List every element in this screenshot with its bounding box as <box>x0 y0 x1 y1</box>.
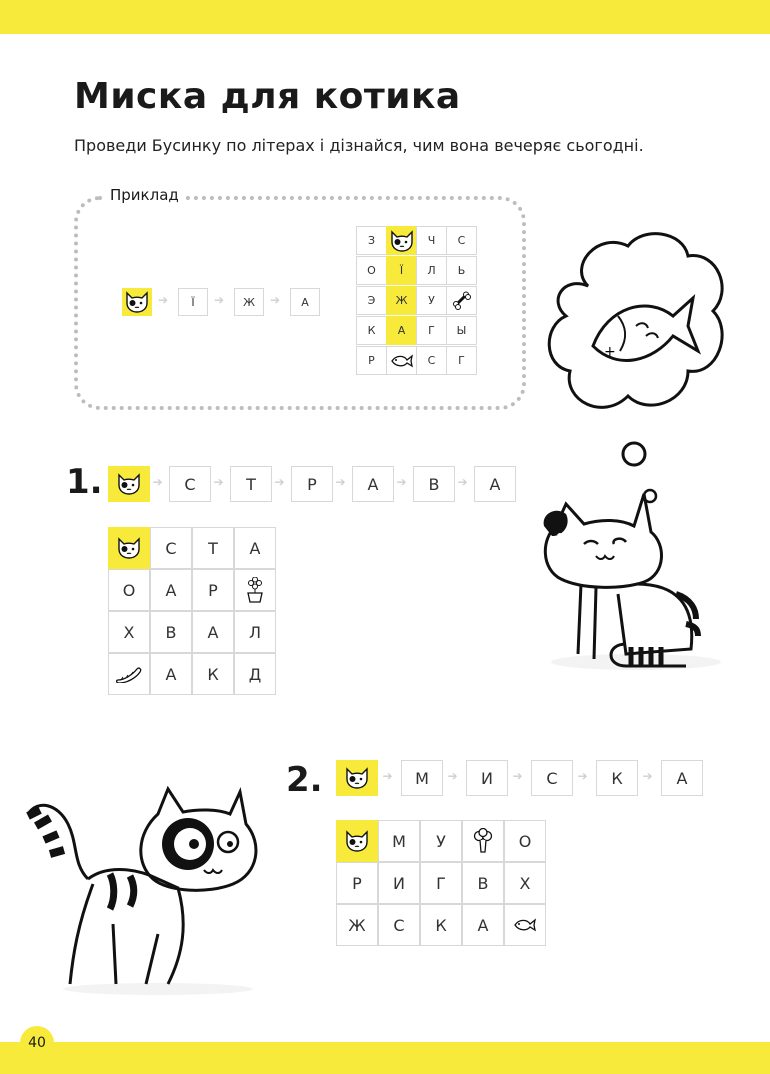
flower-pot-icon <box>234 569 276 611</box>
grid-letter: Э <box>356 286 387 315</box>
broccoli-icon <box>462 820 504 862</box>
grid-letter: Л <box>234 611 276 653</box>
grid-letter: О <box>108 569 150 611</box>
chain-arrow: ➔ <box>512 769 523 783</box>
chain-arrow: ➔ <box>457 475 468 489</box>
grid-letter: Х <box>504 862 546 904</box>
grid-letter: Г <box>416 316 447 345</box>
grid-letter: Д <box>234 653 276 695</box>
chain-letter: Р <box>291 466 333 502</box>
grid-letter: А <box>234 527 276 569</box>
grid-letter: Р <box>336 862 378 904</box>
winking-cat-illustration <box>526 484 726 674</box>
fish-icon <box>386 346 417 375</box>
grid-letter: А <box>192 611 234 653</box>
big-eyed-cat-illustration <box>18 784 268 994</box>
chain-letter: С <box>169 466 211 502</box>
cat-face-icon <box>108 527 150 569</box>
chain-arrow: ➔ <box>642 769 653 783</box>
chain-letter: С <box>531 760 573 796</box>
grid-letter: С <box>416 346 447 375</box>
grid-letter: С <box>378 904 420 946</box>
chain-arrow: ➔ <box>274 475 285 489</box>
fish-icon <box>504 904 546 946</box>
grid-letter: Ї <box>386 256 417 285</box>
grid-letter: У <box>416 286 447 315</box>
grid-letter: Р <box>356 346 387 375</box>
grid-letter: С <box>150 527 192 569</box>
page-number: 40 <box>20 1026 54 1060</box>
chain-letter: Ж <box>234 288 264 316</box>
sausage-icon <box>108 653 150 695</box>
grid-letter: Х <box>108 611 150 653</box>
cat-face-icon <box>108 466 150 502</box>
grid-letter: У <box>420 820 462 862</box>
chain-arrow: ➔ <box>335 475 346 489</box>
chain-arrow: ➔ <box>158 293 169 307</box>
task1-number: 1. <box>66 462 103 502</box>
task2-number: 2. <box>286 760 323 800</box>
grid-letter: М <box>378 820 420 862</box>
grid-letter: Ч <box>416 226 447 255</box>
chain-letter: М <box>401 760 443 796</box>
grid-letter: К <box>420 904 462 946</box>
grid-letter: А <box>150 653 192 695</box>
chain-arrow: ➔ <box>152 475 163 489</box>
bottom-yellow-band <box>0 1042 770 1074</box>
chain-arrow: ➔ <box>270 293 281 307</box>
svg-text:+: + <box>604 344 616 360</box>
grid-letter: О <box>504 820 546 862</box>
grid-letter: З <box>356 226 387 255</box>
grid-letter: Г <box>420 862 462 904</box>
top-yellow-band <box>0 0 770 34</box>
chain-letter: Т <box>230 466 272 502</box>
chain-letter: А <box>661 760 703 796</box>
cat-face-icon <box>336 760 378 796</box>
chain-arrow: ➔ <box>213 475 224 489</box>
grid-letter: К <box>356 316 387 345</box>
chain-letter: А <box>352 466 394 502</box>
grid-letter: А <box>150 569 192 611</box>
chain-letter: И <box>466 760 508 796</box>
chain-letter: А <box>474 466 516 502</box>
grid-letter: Т <box>192 527 234 569</box>
chain-arrow: ➔ <box>447 769 458 783</box>
grid-letter: С <box>446 226 477 255</box>
chain-letter: В <box>413 466 455 502</box>
grid-letter: Ы <box>446 316 477 345</box>
cat-face-icon <box>122 288 152 316</box>
grid-letter: И <box>378 862 420 904</box>
chain-letter: А <box>290 288 320 316</box>
grid-letter: О <box>356 256 387 285</box>
grid-letter: Л <box>416 256 447 285</box>
grid-letter: В <box>462 862 504 904</box>
grid-letter: Ж <box>336 904 378 946</box>
grid-letter: К <box>192 653 234 695</box>
chain-arrow: ➔ <box>214 293 225 307</box>
chain-arrow: ➔ <box>396 475 407 489</box>
grid-letter: А <box>386 316 417 345</box>
cat-face-icon <box>336 820 378 862</box>
example-label: Приклад <box>104 186 185 204</box>
page-subtitle: Проведи Бусинку по літерах і дізнайся, чим вона вечеряє сьогодні. <box>74 136 644 155</box>
chain-arrow: ➔ <box>577 769 588 783</box>
grid-letter: А <box>462 904 504 946</box>
chain-arrow: ➔ <box>382 769 393 783</box>
grid-letter: Р <box>192 569 234 611</box>
grid-letter: Ж <box>386 286 417 315</box>
cat-face-icon <box>386 226 417 255</box>
page-title: Миска для котика <box>74 76 461 117</box>
chain-letter: К <box>596 760 638 796</box>
chain-letter: Ї <box>178 288 208 316</box>
grid-letter: В <box>150 611 192 653</box>
grid-letter: Ь <box>446 256 477 285</box>
grid-letter: Г <box>446 346 477 375</box>
thought-bubble-fish-illustration <box>548 226 728 476</box>
bone-icon <box>446 286 477 315</box>
